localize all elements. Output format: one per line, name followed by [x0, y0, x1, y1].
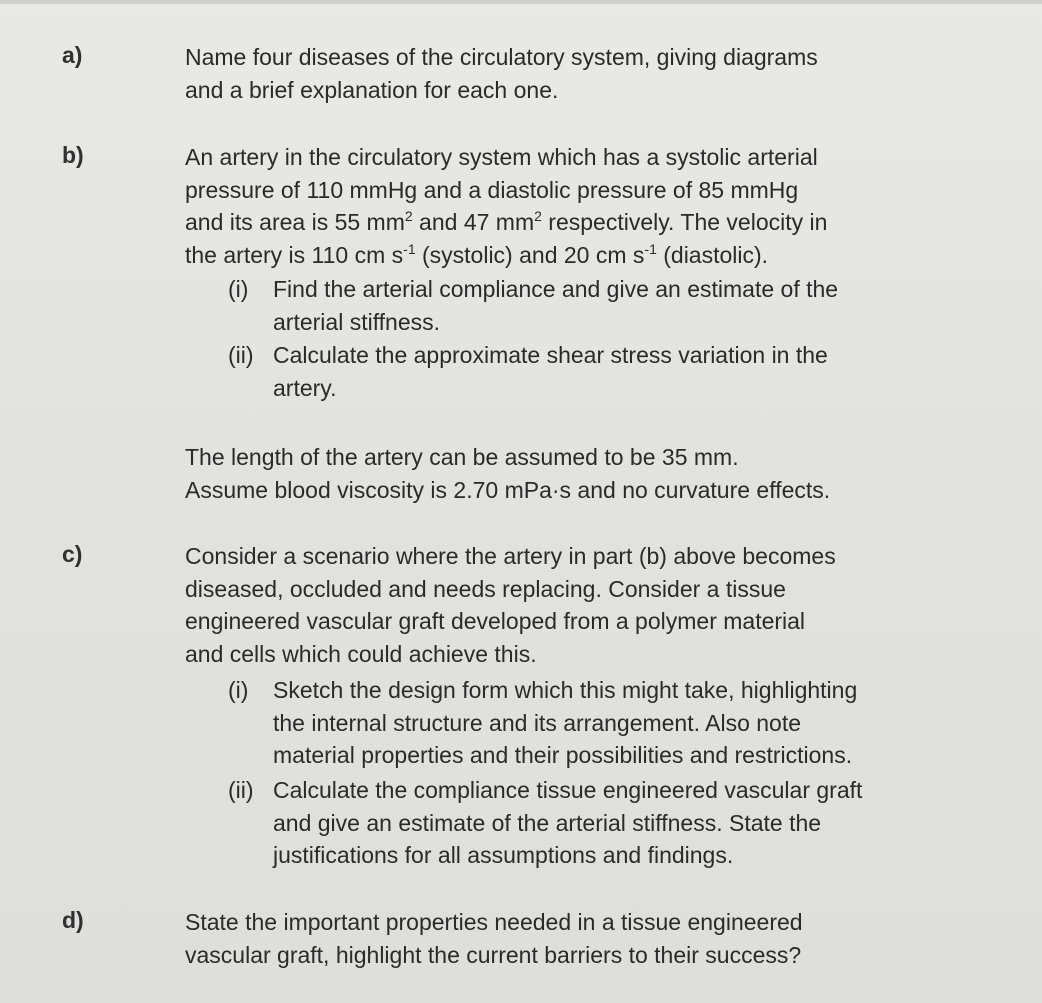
question-b-sub-ii-line-1: Calculate the approximate shear stress variation in the [273, 342, 828, 368]
question-c-line-4: and cells which could achieve this. [185, 640, 537, 667]
question-b-note [185, 441, 1020, 506]
question-c-sub-i-line-3: material properties and their possibilities and restrictions. [273, 742, 853, 768]
page-edge [0, 0, 1042, 4]
question-a-label: a) [62, 42, 83, 68]
question-b-sub-i-line-2: arterial stiffness. [273, 308, 441, 335]
question-b-line-1: An artery in the circulatory system which has a systolic arterial [185, 144, 818, 170]
question-d-label: d) [62, 907, 84, 933]
question-d-line-2: vascular graft, highlight the current barriers to their success? [185, 941, 802, 968]
question-d-line-1: State the important properties needed in a tissue engineered [185, 909, 803, 935]
question-c-sub-i-number: (i) [228, 677, 249, 703]
question-c-line-2: diseased, occluded and needs replacing. Consider a tissue [185, 575, 786, 602]
question-c-sub-i-line-2: the internal structure and its arrangement. Also note [273, 709, 802, 736]
question-c-sub-ii-line-2: and give an estimate of the arterial stiffness. State the [273, 809, 822, 836]
question-b-note-line-1: The length of the artery can be assumed to be 35 mm. [185, 444, 739, 470]
question-b-sub-ii [228, 339, 988, 404]
question-a-line-1: Name four diseases of the circulatory system, giving diagrams [185, 44, 818, 70]
question-b-text [185, 141, 1020, 271]
question-c-sub-ii-line-3: justifications for all assumptions and findings. [273, 842, 734, 868]
question-c-line-1: Consider a scenario where the artery in part (b) above becomes [185, 543, 836, 569]
question-b-line-4-pre: the artery is 110 cm s [185, 241, 404, 268]
question-b-line-4 [185, 239, 1020, 272]
question-c-text [185, 540, 1020, 670]
question-b-sub-ii-line-2: artery. [273, 374, 337, 401]
question-b-sub-i [228, 273, 988, 338]
question-b-line-2: pressure of 110 mmHg and a diastolic pressure of 85 mmHg [185, 176, 799, 203]
question-b-line-3-mid: and 47 mm [412, 209, 535, 235]
question-b-line-3-post: respectively. The velocity in [541, 209, 828, 235]
question-b-note-line-2: Assume blood viscosity is 2.70 mPa·s and no curvature effects. [185, 476, 831, 503]
question-b-label: b) [62, 142, 84, 168]
question-b-line-4-mid: (systolic) and 20 cm s [415, 241, 645, 268]
question-c-sub-ii-line-1: Calculate the compliance tissue engineered vascular graft [273, 777, 863, 803]
question-b-sub-i-line-1: Find the arterial compliance and give an estimate of the [273, 276, 839, 302]
question-b-line-3 [185, 206, 1020, 239]
question-b-line-4-sup-1: -1 [403, 240, 416, 257]
question-d-text [185, 906, 1020, 971]
question-b-line-3-sup-2: 2 [534, 208, 542, 224]
question-b-line-4-sup-2: -1 [644, 240, 657, 257]
question-a-text [185, 41, 1020, 106]
question-b-line-4-post: (diastolic). [656, 241, 769, 268]
question-b-sub-ii-number: (ii) [228, 342, 254, 368]
question-c-sub-ii-number: (ii) [228, 777, 254, 803]
question-c-sub-ii [228, 774, 988, 872]
question-c-sub-i [228, 674, 988, 772]
question-b-line-3-sup-1: 2 [404, 208, 413, 224]
question-b-line-3-pre: and its area is 55 mm [185, 209, 405, 235]
question-b-sub-i-number: (i) [228, 276, 249, 302]
question-a-line-2: and a brief explanation for each one. [185, 76, 559, 103]
question-c-line-3: engineered vascular graft developed from a polymer material [185, 608, 806, 634]
question-c-sub-i-line-1: Sketch the design form which this might take, highlighting [273, 677, 858, 703]
question-c-label: c) [62, 541, 83, 567]
